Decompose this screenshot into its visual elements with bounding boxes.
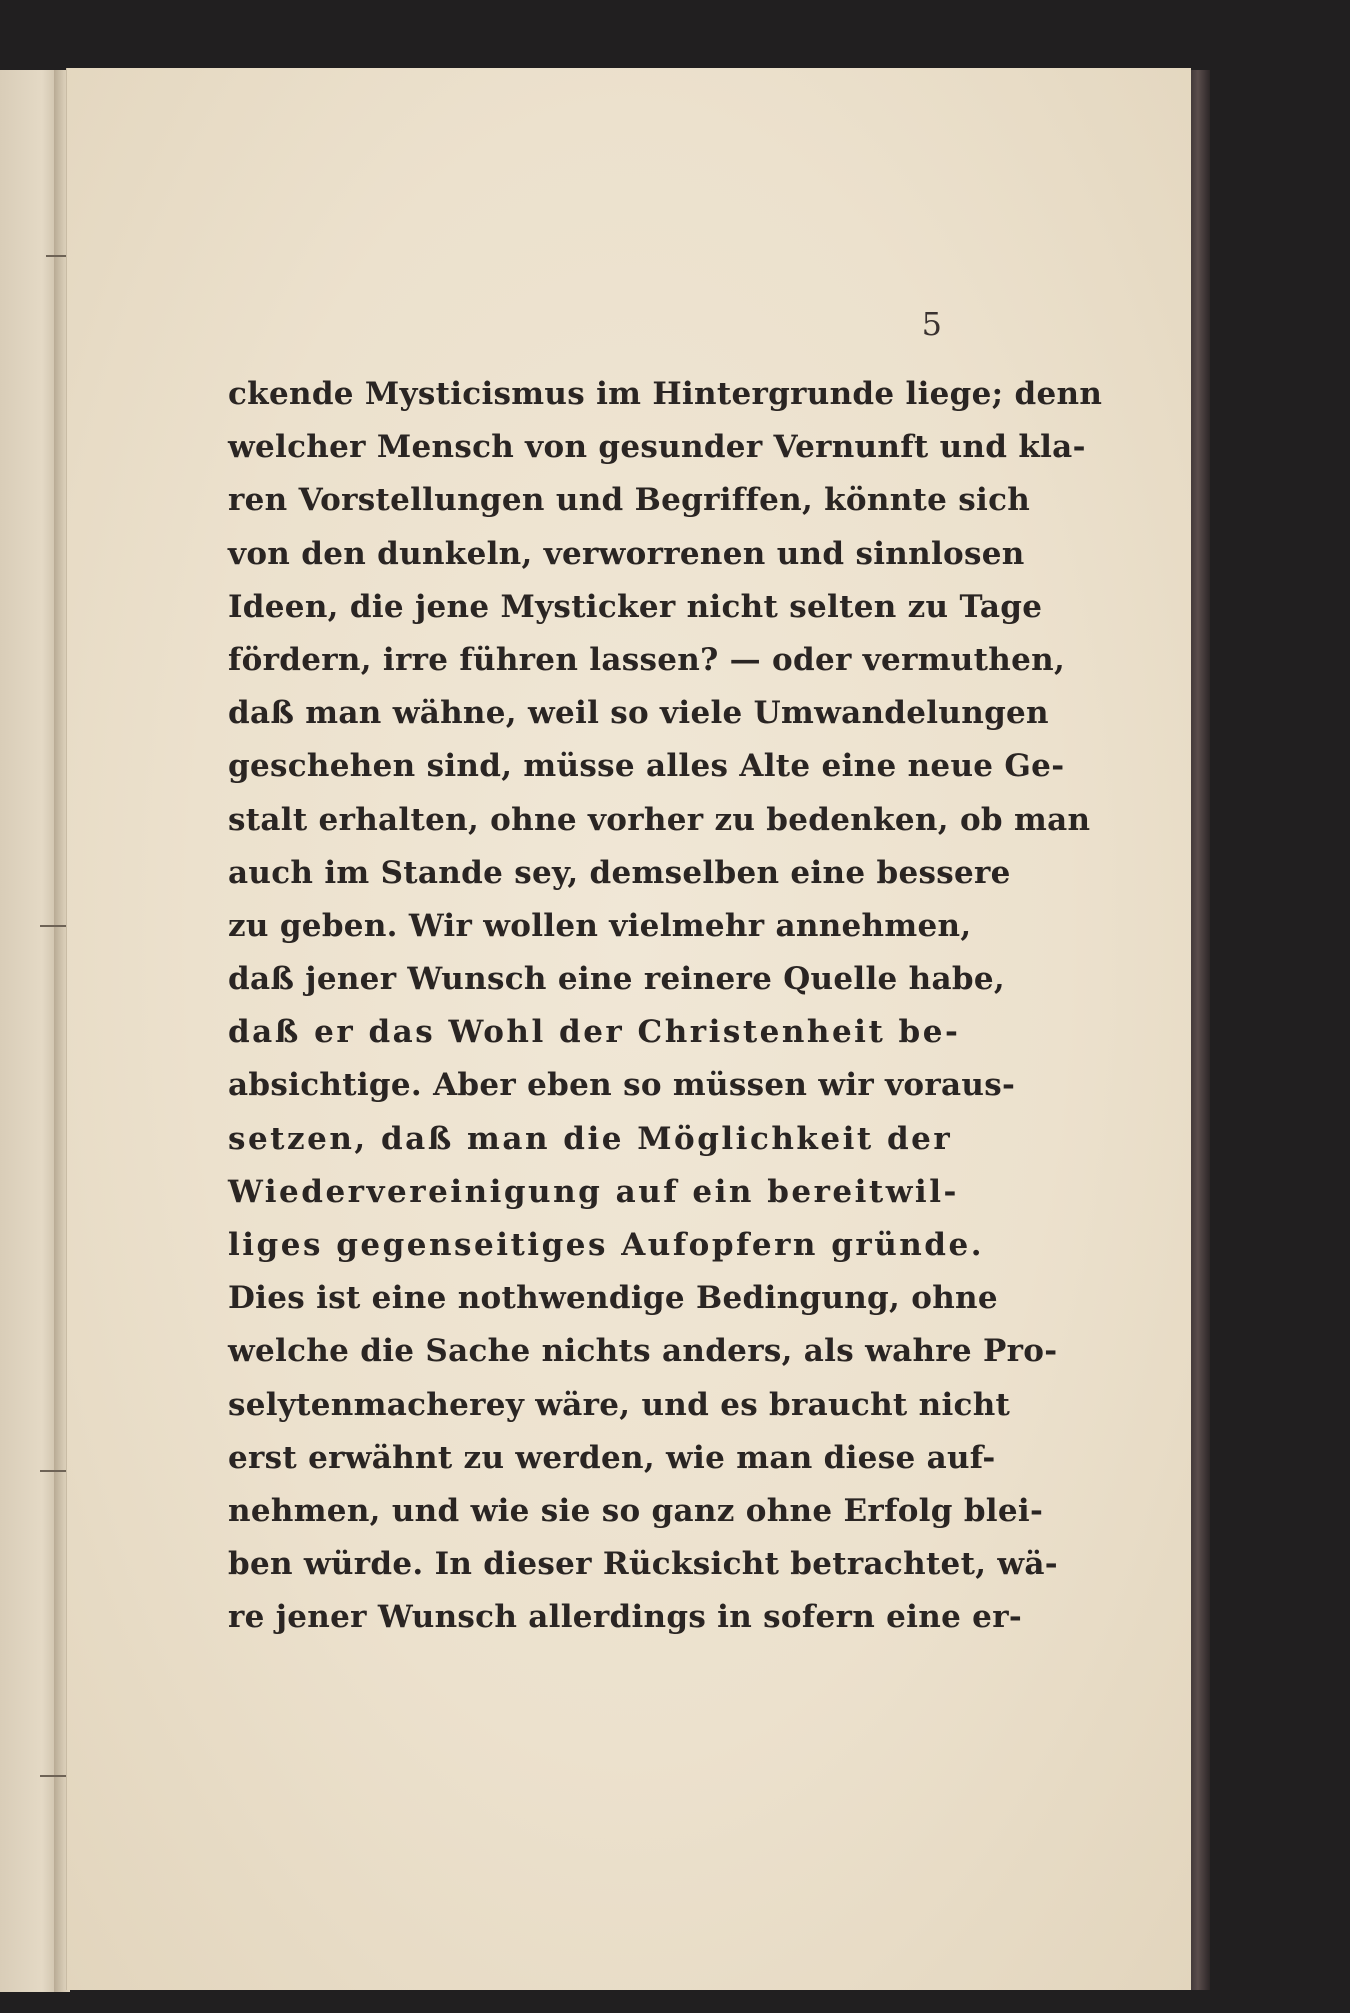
text-line: daß man wähne, weil so viele Umwandelungen (228, 695, 1049, 732)
page-number: 5 (921, 305, 942, 343)
text-line: stalt erhalten, ohne vorher zu bedenken, ob man (228, 801, 1091, 838)
text-line: liges gegenseitiges Aufopfern gründe. (228, 1227, 985, 1263)
text-line: geschehen sind, müsse alles Alte eine neue Ge- (228, 748, 1065, 785)
text-line: welche die Sache nichts anders, als wahre Pro- (228, 1333, 1058, 1370)
text-line: fördern, irre führen lassen? — oder vermuthen, (228, 641, 1066, 678)
text-line: erst erwähnt zu werden, wie man diese auf- (228, 1439, 996, 1476)
text-line: ben würde. In dieser Rücksicht betrachtet, wä- (228, 1546, 1058, 1583)
text-line: Dies ist eine nothwendige Bedingung, ohne (228, 1280, 998, 1317)
text-line: re jener Wunsch allerdings in sofern eine er- (228, 1599, 1023, 1636)
book-cover-edge (1188, 70, 1210, 1990)
text-line: welcher Mensch von gesunder Vernunft und kla- (228, 429, 1086, 466)
body-text (228, 368, 1103, 1645)
text-line: zu geben. Wir wollen vielmehr annehmen, (228, 907, 972, 944)
text-line: daß jener Wunsch eine reinere Quelle habe, (228, 961, 1005, 998)
text-line: ckende Mysticismus im Hintergrunde liege; denn (228, 376, 1103, 412)
text-line: setzen, daß man die Möglichkeit der (228, 1120, 953, 1157)
text-line: nehmen, und wie sie so ganz ohne Erfolg blei- (228, 1492, 1044, 1529)
text-line: von den dunkeln, verworrenen und sinnlosen (228, 535, 1025, 572)
text-line: Wiedervereinigung auf ein bereitwil- (228, 1173, 959, 1210)
text-line: absichtige. Aber eben so müssen wir voraus- (228, 1067, 1016, 1104)
text-line: Ideen, die jene Mysticker nicht selten zu Tage (228, 588, 1043, 625)
text-line: selytenmacherey wäre, und es braucht nicht (228, 1386, 1011, 1423)
text-line: auch im Stande sey, demselben eine bessere (228, 854, 1011, 891)
text-line: daß er das Wohl der Christenheit be- (228, 1014, 961, 1051)
left-page-edge (0, 70, 60, 1992)
text-line: ren Vorstellungen und Begriffen, könnte sich (228, 482, 1031, 519)
